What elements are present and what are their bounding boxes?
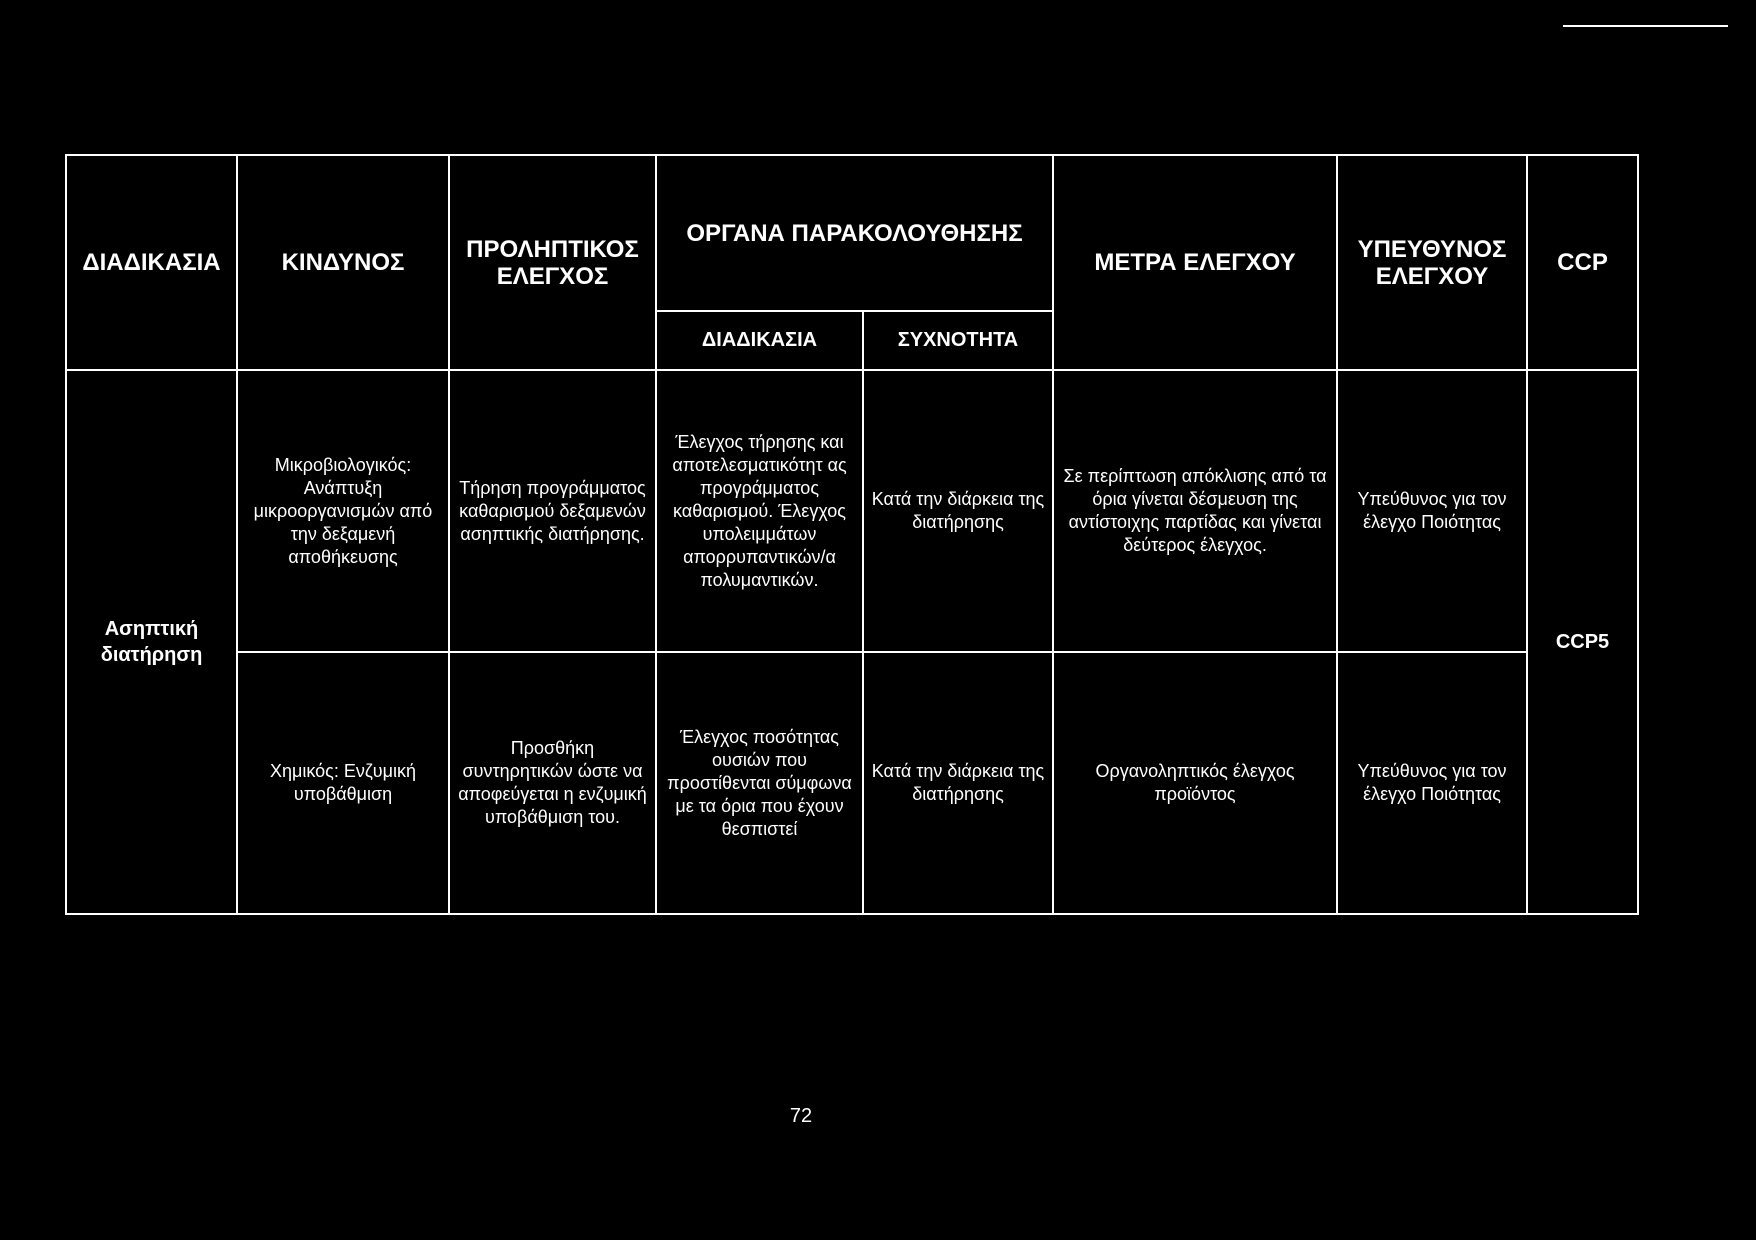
subheader-frequency: ΣΥΧΝΟΤΗΤΑ — [863, 311, 1053, 370]
header-monitoring-tools: ΟΡΓΑΝΑ ΠΑΡΑΚΟΛΟΥΘΗΣΗΣ — [656, 155, 1053, 311]
responsible-cell: Υπεύθυνος για τον έλεγχο Ποιότητας — [1337, 652, 1527, 914]
preventive-cell: Τήρηση προγράμματος καθαρισμού δεξαμενών ασηπτικής διατήρησης. — [449, 370, 656, 652]
subheader-procedure: ΔΙΑΔΙΚΑΣΙΑ — [656, 311, 863, 370]
header-preventive-control: ΠΡΟΛΗΠΤΙΚΟΣ ΕΛΕΓΧΟΣ — [449, 155, 656, 370]
procedure-cell: Έλεγχος ποσότητας ουσιών που προστίθενται σύμφωνα με τα όρια που έχουν θεσπιστεί — [656, 652, 863, 914]
process-name-cell: Ασηπτική διατήρηση — [66, 370, 237, 914]
frequency-cell: Κατά την διάρκεια της διατήρησης — [863, 370, 1053, 652]
page-number: 72 — [789, 1105, 813, 1127]
header-responsible: ΥΠΕΥΘΥΝΟΣ ΕΛΕΓΧΟΥ — [1337, 155, 1527, 370]
header-hazard: ΚΙΝΔΥΝΟΣ — [237, 155, 449, 370]
frequency-cell: Κατά την διάρκεια της διατήρησης — [863, 652, 1053, 914]
table-row — [66, 652, 1638, 914]
measures-cell: Οργανοληπτικός έλεγχος προϊόντος — [1053, 652, 1337, 914]
haccp-table — [65, 154, 1639, 915]
header-row — [66, 155, 1638, 311]
header-control-measures: ΜΕΤΡΑ ΕΛΕΓΧΟΥ — [1053, 155, 1337, 370]
header-ccp: CCP — [1527, 155, 1638, 370]
hazard-cell: Χημικός: Ενζυμική υποβάθμιση — [237, 652, 449, 914]
hazard-cell: Μικροβιολογικός: Ανάπτυξη μικροοργανισμών από την δεξαμενή αποθήκευσης — [237, 370, 449, 652]
measures-cell: Σε περίπτωση απόκλισης από τα όρια γίνεται δέσμευση της αντίστοιχης παρτίδας και γίνεται δεύτερος έλεγχος. — [1053, 370, 1337, 652]
responsible-cell: Υπεύθυνος για τον έλεγχο Ποιότητας — [1337, 370, 1527, 652]
top-right-rule — [1563, 25, 1728, 27]
ccp-value-cell: CCP5 — [1527, 370, 1638, 914]
header-process: ΔΙΑΔΙΚΑΣΙΑ — [66, 155, 237, 370]
preventive-cell: Προσθήκη συντηρητικών ώστε να αποφεύγεται η ενζυμική υποβάθμιση του. — [449, 652, 656, 914]
table-row — [66, 370, 1638, 652]
procedure-cell: Έλεγχος τήρησης και αποτελεσματικότητ ας προγράμματος καθαρισμού. Έλεγχος υπολειμμάτων απορρυπαντικών/α πολυμαντικών. — [656, 370, 863, 652]
